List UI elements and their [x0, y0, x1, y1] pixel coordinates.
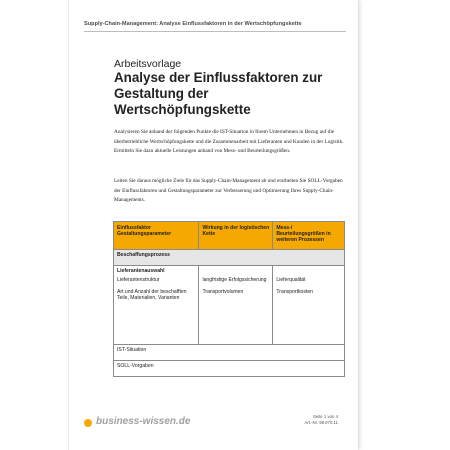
soll-row-label: SOLL-Vorgaben [114, 361, 345, 377]
document-title: Analyse der Einflussfaktoren zur Gestaltung der Wertschöpfungskette [114, 70, 323, 117]
factor-item: Art und Anzahl der beschafften Teile, Materialien, Varianten [117, 288, 187, 302]
factor-item: Lieferantenstruktur [117, 277, 160, 284]
page-number: Seite 1 von 4 [312, 414, 338, 419]
header-cell-effect: Wirkung in der logistischen Kette [199, 222, 273, 250]
table-row [114, 345, 345, 361]
table-row [114, 266, 345, 345]
header-cell-metrics: Mess-/ Beurteilungsgrößen in weiteren Prozessen [273, 222, 345, 250]
factor-cell [114, 266, 199, 345]
header-cell-factor: Einflussfaktor Gestaltungsparameter [114, 222, 199, 250]
brand-logo: business-wissen.de [96, 416, 191, 427]
metric-item: Transportkosten [276, 288, 313, 295]
table-row [114, 361, 345, 377]
effect-cell [199, 266, 273, 345]
section-label: Beschaffungsprozess [114, 250, 345, 266]
table-header-row [114, 222, 345, 250]
table-row [114, 250, 345, 266]
running-header: Supply-Chain-Management: Analyse Einflussfaktoren in der Wertschöpfungskette [84, 21, 302, 27]
document-page [69, 0, 358, 450]
header-divider [84, 31, 346, 32]
footer-info [248, 414, 338, 427]
supplier-heading: Lieferantenauswahl [117, 268, 165, 274]
effect-item: Transportvolumen [202, 288, 244, 295]
article-number: Art.-Nr. 98.070.11 [304, 420, 338, 426]
goals-paragraph: Leiten Sie daraus mögliche Ziele für das Supply-Chain-Management ab und erarbeiten Sie SOLL-Vorgaben der Einflussfaktoren und Gestaltungsparameter zur Verbesserung und Optimierung Ihres Supply-Chain-Managements. [114, 178, 343, 204]
intro-paragraph: Analysieren Sie anhand der folgenden Punkte die IST-Situation in Ihrem Unternehmen in Bezug auf die überbetriebliche Wertschöpfungskette und die Zusammenarbeit mit Lieferanten und Kunden in der Logistik. Ermitteln Sie dazu aktuelle Leistungen anhand von Mess- und Beurteilungsgrößen. [114, 129, 344, 155]
ist-row-label: IST-Situation [114, 345, 345, 361]
metric-cell [273, 266, 345, 345]
analysis-table [113, 221, 345, 377]
metric-item: Lieferqualität [276, 277, 306, 284]
effect-item: langfristige Erfolgssicherung [202, 277, 267, 284]
brand-dot-icon [84, 419, 92, 427]
document-subtitle: Arbeitsvorlage [114, 58, 182, 70]
